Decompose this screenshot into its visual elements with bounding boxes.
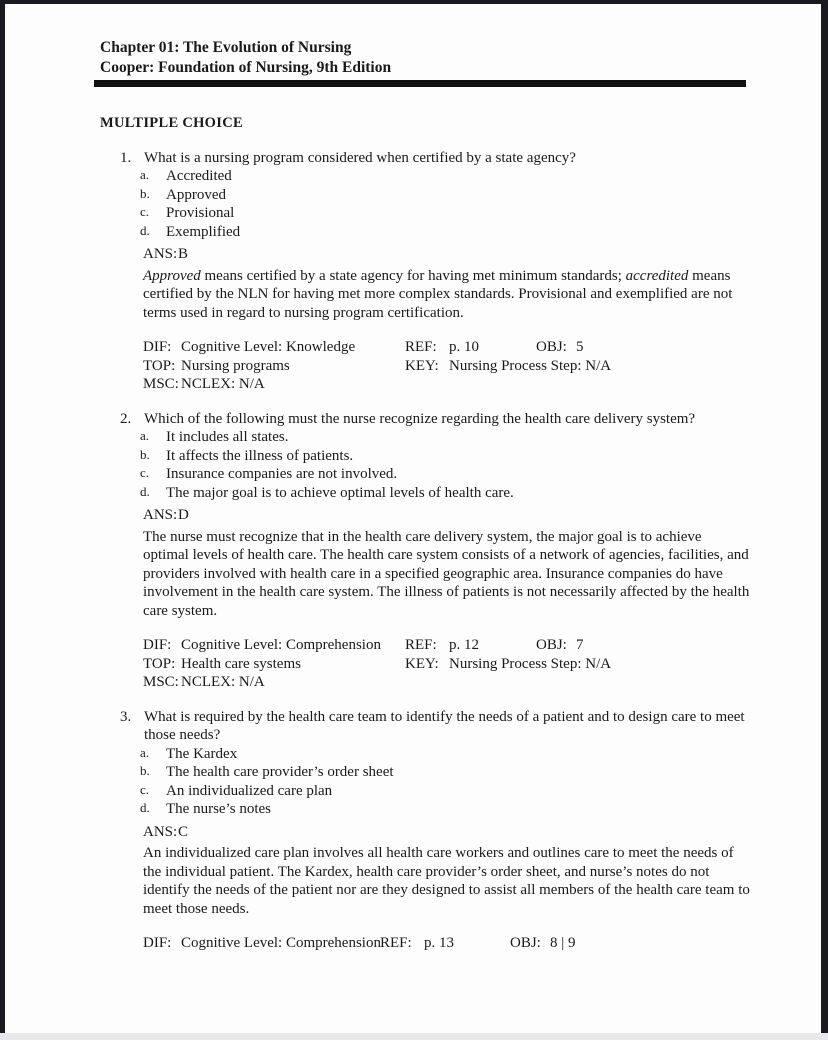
- question-stem: What is required by the health care team to identify the needs of a patient and to design care to meet those needs?: [144, 708, 745, 743]
- meta-value: p. 12: [449, 637, 479, 653]
- option-text: It affects the illness of patients.: [166, 447, 354, 464]
- answer-option: [100, 465, 752, 484]
- option-text: Provisional: [166, 205, 235, 221]
- answer-value: B: [178, 246, 189, 262]
- question-metadata: [143, 338, 752, 394]
- answer-option: [100, 763, 752, 782]
- rationale-segment: means certified by a state agency for having met minimum standards;: [200, 267, 626, 284]
- meta-label: DIF:: [143, 637, 172, 653]
- rationale-segment: Approved: [143, 267, 201, 284]
- answer-option: [100, 484, 752, 503]
- option-text: Approved: [166, 186, 226, 203]
- rationale-segment: An individualized care plan involves all health care workers and outlines care to meet the needs of the individual patient. The Kardex, health care provider’s order sheet, and nurse’s notes do not identify the needs of the patient nor are they designed to assist all members of the health care team to meet those needs.: [143, 845, 750, 917]
- option-text: The major goal is to achieve optimal levels of health care.: [166, 484, 514, 501]
- option-text: Insurance companies are not involved.: [166, 466, 398, 482]
- meta-label: OBJ:: [536, 339, 567, 355]
- option-text: The health care provider’s order sheet: [166, 764, 394, 780]
- meta-label: OBJ:: [536, 637, 567, 653]
- answer-line: [143, 245, 752, 264]
- section-heading: MULTIPLE CHOICE: [100, 115, 243, 131]
- answer-option: [100, 186, 752, 205]
- scan-edge-left: [0, 0, 5, 1033]
- answer-value: C: [178, 823, 189, 840]
- option-letter: b.: [140, 446, 150, 462]
- answer-option: [100, 782, 752, 801]
- rationale-segment: The nurse must recognize that in the health care delivery system, the major goal is to achieve optimal levels of health care. The health care system consists of a network of agencies, facilities, and providers involved with health care in a specified geographic area. Insurance companies do have involvement in the health care system. The illness of patients is not necessarily affected by the health care system.: [143, 528, 750, 619]
- option-text: Exemplified: [166, 223, 241, 240]
- option-letter: a.: [140, 428, 150, 443]
- meta-label: KEY:: [405, 357, 439, 374]
- question-stem: What is a nursing program considered when certified by a state agency?: [144, 149, 576, 166]
- question-block-2: [100, 410, 752, 692]
- question-number: 3.: [120, 708, 132, 725]
- question-number: 1.: [120, 149, 132, 166]
- meta-value: Cognitive Level: Comprehension: [181, 637, 381, 653]
- answer-line: [143, 506, 752, 525]
- question-metadata: [143, 636, 752, 692]
- option-letter: a.: [140, 167, 150, 182]
- question-number: 2.: [120, 410, 132, 427]
- meta-label: OBJ:: [510, 935, 541, 951]
- meta-value: Nursing programs: [181, 357, 290, 374]
- option-letter: d.: [140, 222, 150, 238]
- rationale: [143, 844, 751, 918]
- answer-line: [143, 823, 752, 842]
- meta-value: NCLEX: N/A: [181, 376, 265, 392]
- meta-label: REF:: [405, 339, 437, 355]
- option-text: The nurse’s notes: [166, 801, 271, 817]
- answer-option: [100, 223, 752, 242]
- answer-value: D: [178, 507, 189, 523]
- option-letter: d.: [140, 483, 150, 499]
- meta-label: TOP:: [143, 357, 176, 374]
- meta-value: Nursing Process Step: N/A: [449, 655, 612, 672]
- meta-value: p. 13: [424, 935, 454, 951]
- answer-option: [100, 167, 752, 186]
- option-letter: c.: [140, 781, 150, 797]
- option-text: Accredited: [166, 168, 232, 184]
- answer-label: ANS:: [143, 507, 178, 523]
- option-letter: a.: [140, 744, 150, 760]
- meta-label: DIF:: [143, 935, 172, 951]
- book-title: Cooper: Foundation of Nursing, 9th Edition: [100, 59, 392, 76]
- meta-value: Cognitive Level: Comprehension: [181, 935, 381, 951]
- question-block-3: [100, 708, 752, 953]
- meta-value: 7: [576, 637, 584, 653]
- meta-label: MSC:: [143, 674, 179, 690]
- meta-value: 5: [576, 339, 584, 355]
- header-rule: [94, 80, 746, 87]
- scan-edge-right: [821, 0, 828, 1033]
- document-page: [100, 38, 752, 953]
- rationale: [143, 528, 751, 621]
- meta-label: MSC:: [143, 376, 179, 392]
- answer-label: ANS:: [143, 246, 178, 262]
- answer-option: [100, 447, 752, 466]
- meta-label: DIF:: [143, 339, 172, 355]
- rationale-segment: accredited: [625, 267, 689, 284]
- option-text: The Kardex: [166, 745, 238, 762]
- option-letter: c.: [140, 204, 150, 219]
- scan-edge-bottom: [0, 1033, 828, 1040]
- option-letter: c.: [140, 465, 150, 480]
- meta-label: REF:: [405, 637, 437, 653]
- meta-value: Nursing Process Step: N/A: [449, 357, 612, 374]
- question-block-1: [100, 149, 752, 394]
- meta-value: Health care systems: [181, 655, 301, 672]
- meta-value: NCLEX: N/A: [181, 674, 265, 690]
- meta-value: Cognitive Level: Knowledge: [181, 339, 356, 355]
- meta-label: REF:: [380, 935, 412, 951]
- answer-option: [100, 428, 752, 447]
- option-text: An individualized care plan: [166, 782, 333, 799]
- meta-value: 8 | 9: [550, 935, 576, 951]
- option-letter: d.: [140, 800, 150, 815]
- rationale-segment: means certified by the NLN for having met more complex standards. Provisional and exemplified are not terms used in regard to nursing program certification.: [143, 267, 733, 321]
- meta-value: p. 10: [449, 339, 479, 355]
- chapter-title: Chapter 01: The Evolution of Nursing: [100, 39, 352, 56]
- rationale: [143, 267, 751, 323]
- scan-edge-top: [0, 0, 828, 4]
- option-text: It includes all states.: [166, 429, 289, 445]
- option-letter: b.: [140, 185, 150, 201]
- answer-option: [100, 800, 752, 819]
- question-metadata: [143, 934, 752, 953]
- option-letter: b.: [140, 763, 150, 778]
- answer-label: ANS:: [143, 823, 178, 840]
- question-stem: Which of the following must the nurse recognize regarding the health care delivery system?: [144, 410, 696, 427]
- meta-label: TOP:: [143, 655, 176, 672]
- answer-option: [100, 745, 752, 764]
- meta-label: KEY:: [405, 655, 439, 672]
- answer-option: [100, 204, 752, 223]
